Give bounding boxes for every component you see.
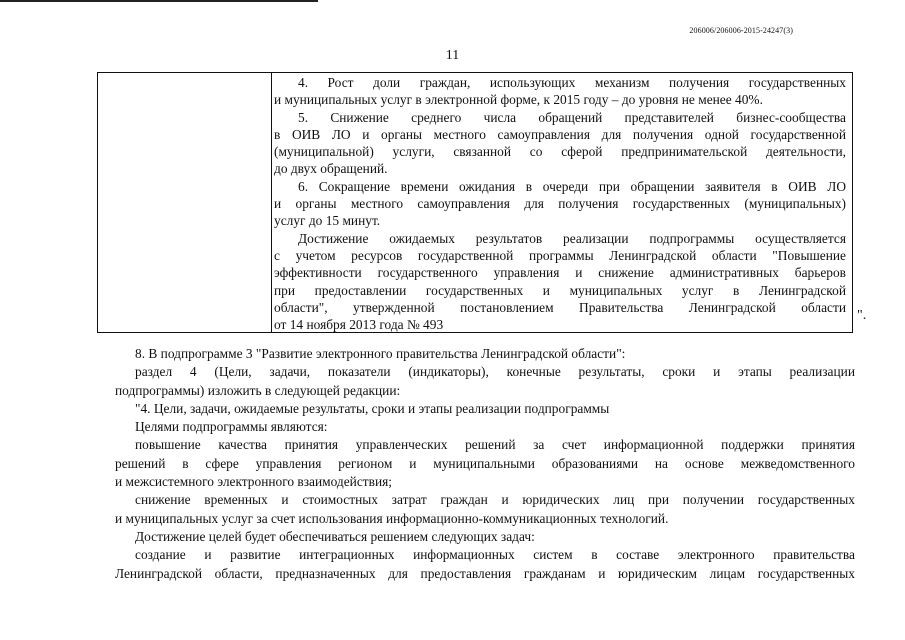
paragraph <box>274 74 846 109</box>
top-rule <box>0 0 318 2</box>
paragraph <box>115 345 855 363</box>
text-line: и межсистемного электронного взаимодействия; <box>115 474 393 490</box>
text-line: Ленинградской области, предназначенных для предоставления гражданам и юридическим лицам государственных <box>115 565 855 581</box>
text-line: Достижение целей будет обеспечиваться решением следующих задач: <box>135 528 535 544</box>
paragraph <box>274 178 846 230</box>
paragraph <box>274 230 846 334</box>
text-line: Достижение ожидаемых результатов реализации подпрограммы осуществляется <box>298 230 846 246</box>
text-line: решений в сфере управления регионом и муниципальными образованиями на основе межведомственного <box>115 455 855 471</box>
text-line: Целями подпрограммы являются: <box>135 419 328 435</box>
document-id: 206006/206006-2015-24247(3) <box>689 26 793 35</box>
paragraph <box>115 546 855 583</box>
text-line: (муниципальной) услуги, связанной со сферой предпринимательской деятельности, <box>274 144 846 160</box>
closing-quote: ". <box>857 308 867 323</box>
text-line: создание и развитие интеграционных информационных систем в составе электронного правительства <box>135 547 855 563</box>
text-line: снижение временных и стоимостных затрат граждан и юридических лиц при получении государственных <box>135 492 855 508</box>
table-text-cell <box>274 74 846 333</box>
text-line: в ОИВ ЛО и органы местного самоуправления для получения одной государственной <box>274 126 846 142</box>
paragraph <box>115 400 855 418</box>
paragraph <box>115 528 855 546</box>
text-line: и муниципальных услуг в электронной форме, к 2015 году – до уровня не менее 40%. <box>274 92 763 108</box>
text-line: раздел 4 (Цели, задачи, показатели (индикаторы), конечные результаты, сроки и этапы реализации <box>135 364 855 380</box>
text-line: "4. Цели, задачи, ожидаемые результаты, сроки и этапы реализации подпрограммы <box>135 400 610 416</box>
text-line: области", утвержденной постановлением Правительства Ленинградской области <box>274 299 846 315</box>
text-line: подпрограммы) изложить в следующей редакции: <box>115 382 401 398</box>
paragraph <box>115 491 855 528</box>
page-number: 11 <box>445 48 460 63</box>
text-line: до двух обращений. <box>274 161 388 177</box>
text-line: 6. Сокращение времени ожидания в очереди при обращении заявителя в ОИВ ЛО <box>298 178 846 194</box>
text-line: и органы местного самоуправления для получения государственных (муниципальных) <box>274 196 846 212</box>
text-line: эффективности государственного управления и снижение административных барьеров <box>274 265 846 281</box>
paragraph <box>115 363 855 400</box>
paragraph <box>115 418 855 436</box>
document-body <box>115 345 855 583</box>
text-line: и муниципальных услуг за счет использования информационно-коммуникационных технологий. <box>115 510 669 526</box>
table-empty-cell <box>98 73 272 332</box>
text-line: при предоставлении государственных и муниципальных услуг в Ленинградской <box>274 282 846 298</box>
paragraph <box>274 109 846 178</box>
text-line: повышение качества принятия управленческих решений за счет информационной поддержки принятия <box>135 437 855 453</box>
text-line: 8. В подпрограмме 3 "Развитие электронного правительства Ленинградской области": <box>135 346 626 361</box>
text-line: 5. Снижение среднего числа обращений представителей бизнес-сообщества <box>298 109 846 125</box>
results-table <box>97 72 853 333</box>
text-line: услуг до 15 минут. <box>274 213 381 229</box>
text-line: от 14 ноября 2013 года № 493 <box>274 317 444 333</box>
text-line: 4. Рост доли граждан, использующих механизм получения государственных <box>298 75 846 90</box>
text-line: с учетом ресурсов государственной программы Ленинградской области "Повышение <box>274 247 846 263</box>
paragraph <box>115 436 855 491</box>
